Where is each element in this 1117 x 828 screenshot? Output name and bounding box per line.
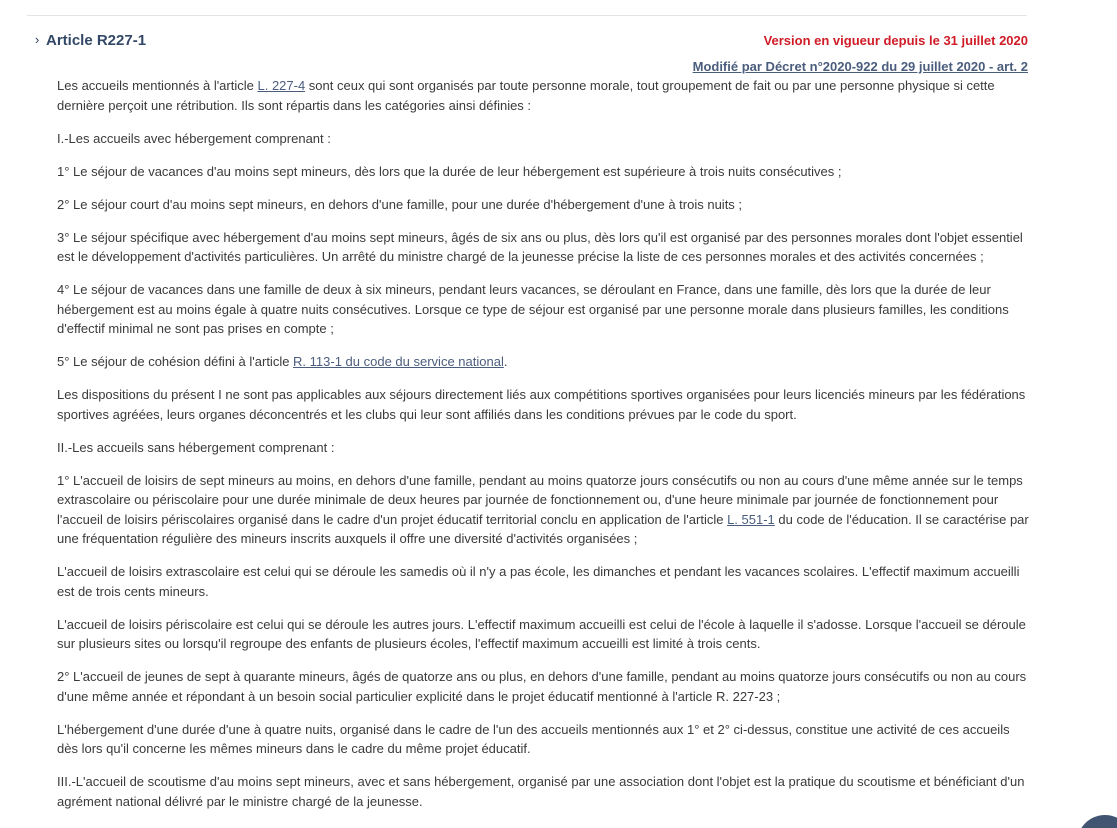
paragraph-1-text-before: Les accueils mentionnés à l'article <box>57 78 258 93</box>
paragraph-7 <box>57 352 1032 372</box>
paragraph-10-text-before: 1° L'accueil de loisirs de sept mineurs au moins, en dehors d'une famille, pendant au moins quatorze jours consécutifs ou non au cours d'une même année sur le temps extrascolaire ou périscolaire pour une durée minimale de deux heures par journée de fonctionnement ou, d'une heure minimale par journée de fonctionnement pour l'accueil de loisirs périscolaires organisé dans le cadre d'un projet éducatif territorial conclu en application de l'article <box>57 472 1023 527</box>
article-title[interactable]: Article R227-1 <box>46 32 147 49</box>
paragraph-2: I.-Les accueils avec hébergement comprenant : <box>57 130 331 146</box>
paragraph-10 <box>57 471 1032 549</box>
paragraph-8: Les dispositions du présent I ne sont pas applicables aux séjours directement liés aux compétitions sportives organisées pour leurs licenciés mineurs par les fédérations sportives agréées, leurs organes déconcentrés et les clubs qui leur sont affiliés dans les conditions prévues par le code du sport. <box>57 387 1026 422</box>
top-divider <box>27 15 1027 16</box>
article-content <box>57 76 1032 825</box>
paragraph-1-text-after: sont ceux qui sont organisés par toute personne morale, tout groupement de fait ou par une personne physique si cette dernière perçoit une rétribution. Ils sont répartis dans les catégories ainsi définies : <box>57 78 995 113</box>
paragraph-1 <box>57 76 1032 115</box>
link-l-551-1[interactable]: L. 551-1 <box>727 511 775 527</box>
paragraph-6: 4° Le séjour de vacances dans une famille de deux à six mineurs, pendant leurs vacances, se déroulant en France, dans une famille, dès lors que la durée de leur hébergement est au moins égale à quatre nuits consécutives. Lorsque ce type de séjour est organisé par une personne morale dans plusieurs familles, les conditions d'effectif minimal ne sont pas prises en compte ; <box>57 282 1009 336</box>
paragraph-15: III.-L'accueil de scoutisme d'au moins sept mineurs, avec et sans hébergement, organisé par une association dont l'objet est la pratique du scoutisme et bénéficiant d'un agrément national délivré par le ministre chargé de la jeunesse. <box>57 774 1025 809</box>
paragraph-10-text-after: du code de l'éducation. Il se caractérise par une fréquentation régulière des mineurs inscrits auxquels il offre une diversité d'activités organisées ; <box>57 511 1029 546</box>
paragraph-9: II.-Les accueils sans hébergement comprenant : <box>57 439 335 455</box>
paragraph-7-text-before: 5° Le séjour de cohésion défini à l'article <box>57 354 294 369</box>
link-r-113-1[interactable]: R. 113-1 du code du service national <box>293 354 504 369</box>
paragraph-11: L'accueil de loisirs extrascolaire est celui qui se déroule les samedis où il n'y a pas école, les dimanches et pendant les vacances scolaires. L'effectif maximum accueilli est de trois cents mineurs. <box>57 564 1020 599</box>
paragraph-14: L'hébergement d'une durée d'une à quatre nuits, organisé dans le cadre de l'un des accueils mentionnés aux 1° et 2° ci-dessus, constitue une activité de ces accueils dès lors qu'il concerne les mêmes mineurs dans le cadre du même projet éducatif. <box>57 721 1010 756</box>
paragraph-12: L'accueil de loisirs périscolaire est celui qui se déroule les autres jours. L'effectif maximum accueilli est celui de l'école à laquelle il s'adosse. Lorsque l'accueil se déroule sur plusieurs sites ou lorsqu'il regroupe des enfants de plusieurs écoles, l'effectif maximum accueilli est limité à trois cents. <box>57 616 1026 651</box>
article-header[interactable] <box>35 31 1028 53</box>
chevron-right-icon[interactable]: › <box>35 32 40 47</box>
version-status: Version en vigueur depuis le 31 juillet 2020 <box>763 33 1028 48</box>
paragraph-5: 3° Le séjour spécifique avec hébergement d'au moins sept mineurs, âgés de six ans ou plus, dès lors qu'il est organisé par des personnes morales dont l'objet essentiel est le développement d'activités particulières. Un arrêté du ministre chargé de la jeunesse précise la liste de ces personnes morales et des activités concernées ; <box>57 229 1023 264</box>
paragraph-4: 2° Le séjour court d'au moins sept mineurs, en dehors d'une famille, pour une durée d'hébergement d'une à trois nuits ; <box>57 196 743 212</box>
paragraph-13: 2° L'accueil de jeunes de sept à quarante mineurs, âgés de quatorze ans ou plus, en dehors d'une famille, pendant au moins quatorze jours consécutifs ou non au cours d'une même année et répondant à un besoin social particulier explicité dans le projet éducatif mentionné à l'article R. 227-23 ; <box>57 669 1027 704</box>
floating-action-button[interactable] <box>1077 815 1117 828</box>
modified-by-link[interactable]: Modifié par Décret n°2020-922 du 29 juillet 2020 - art. 2 <box>692 59 1028 74</box>
paragraph-7-text-after: . <box>503 354 508 369</box>
link-l-227-4[interactable]: L. 227-4 <box>257 78 306 93</box>
paragraph-3: 1° Le séjour de vacances d'au moins sept mineurs, dès lors que la durée de leur hébergement est supérieure à trois nuits consécutives ; <box>57 163 842 179</box>
